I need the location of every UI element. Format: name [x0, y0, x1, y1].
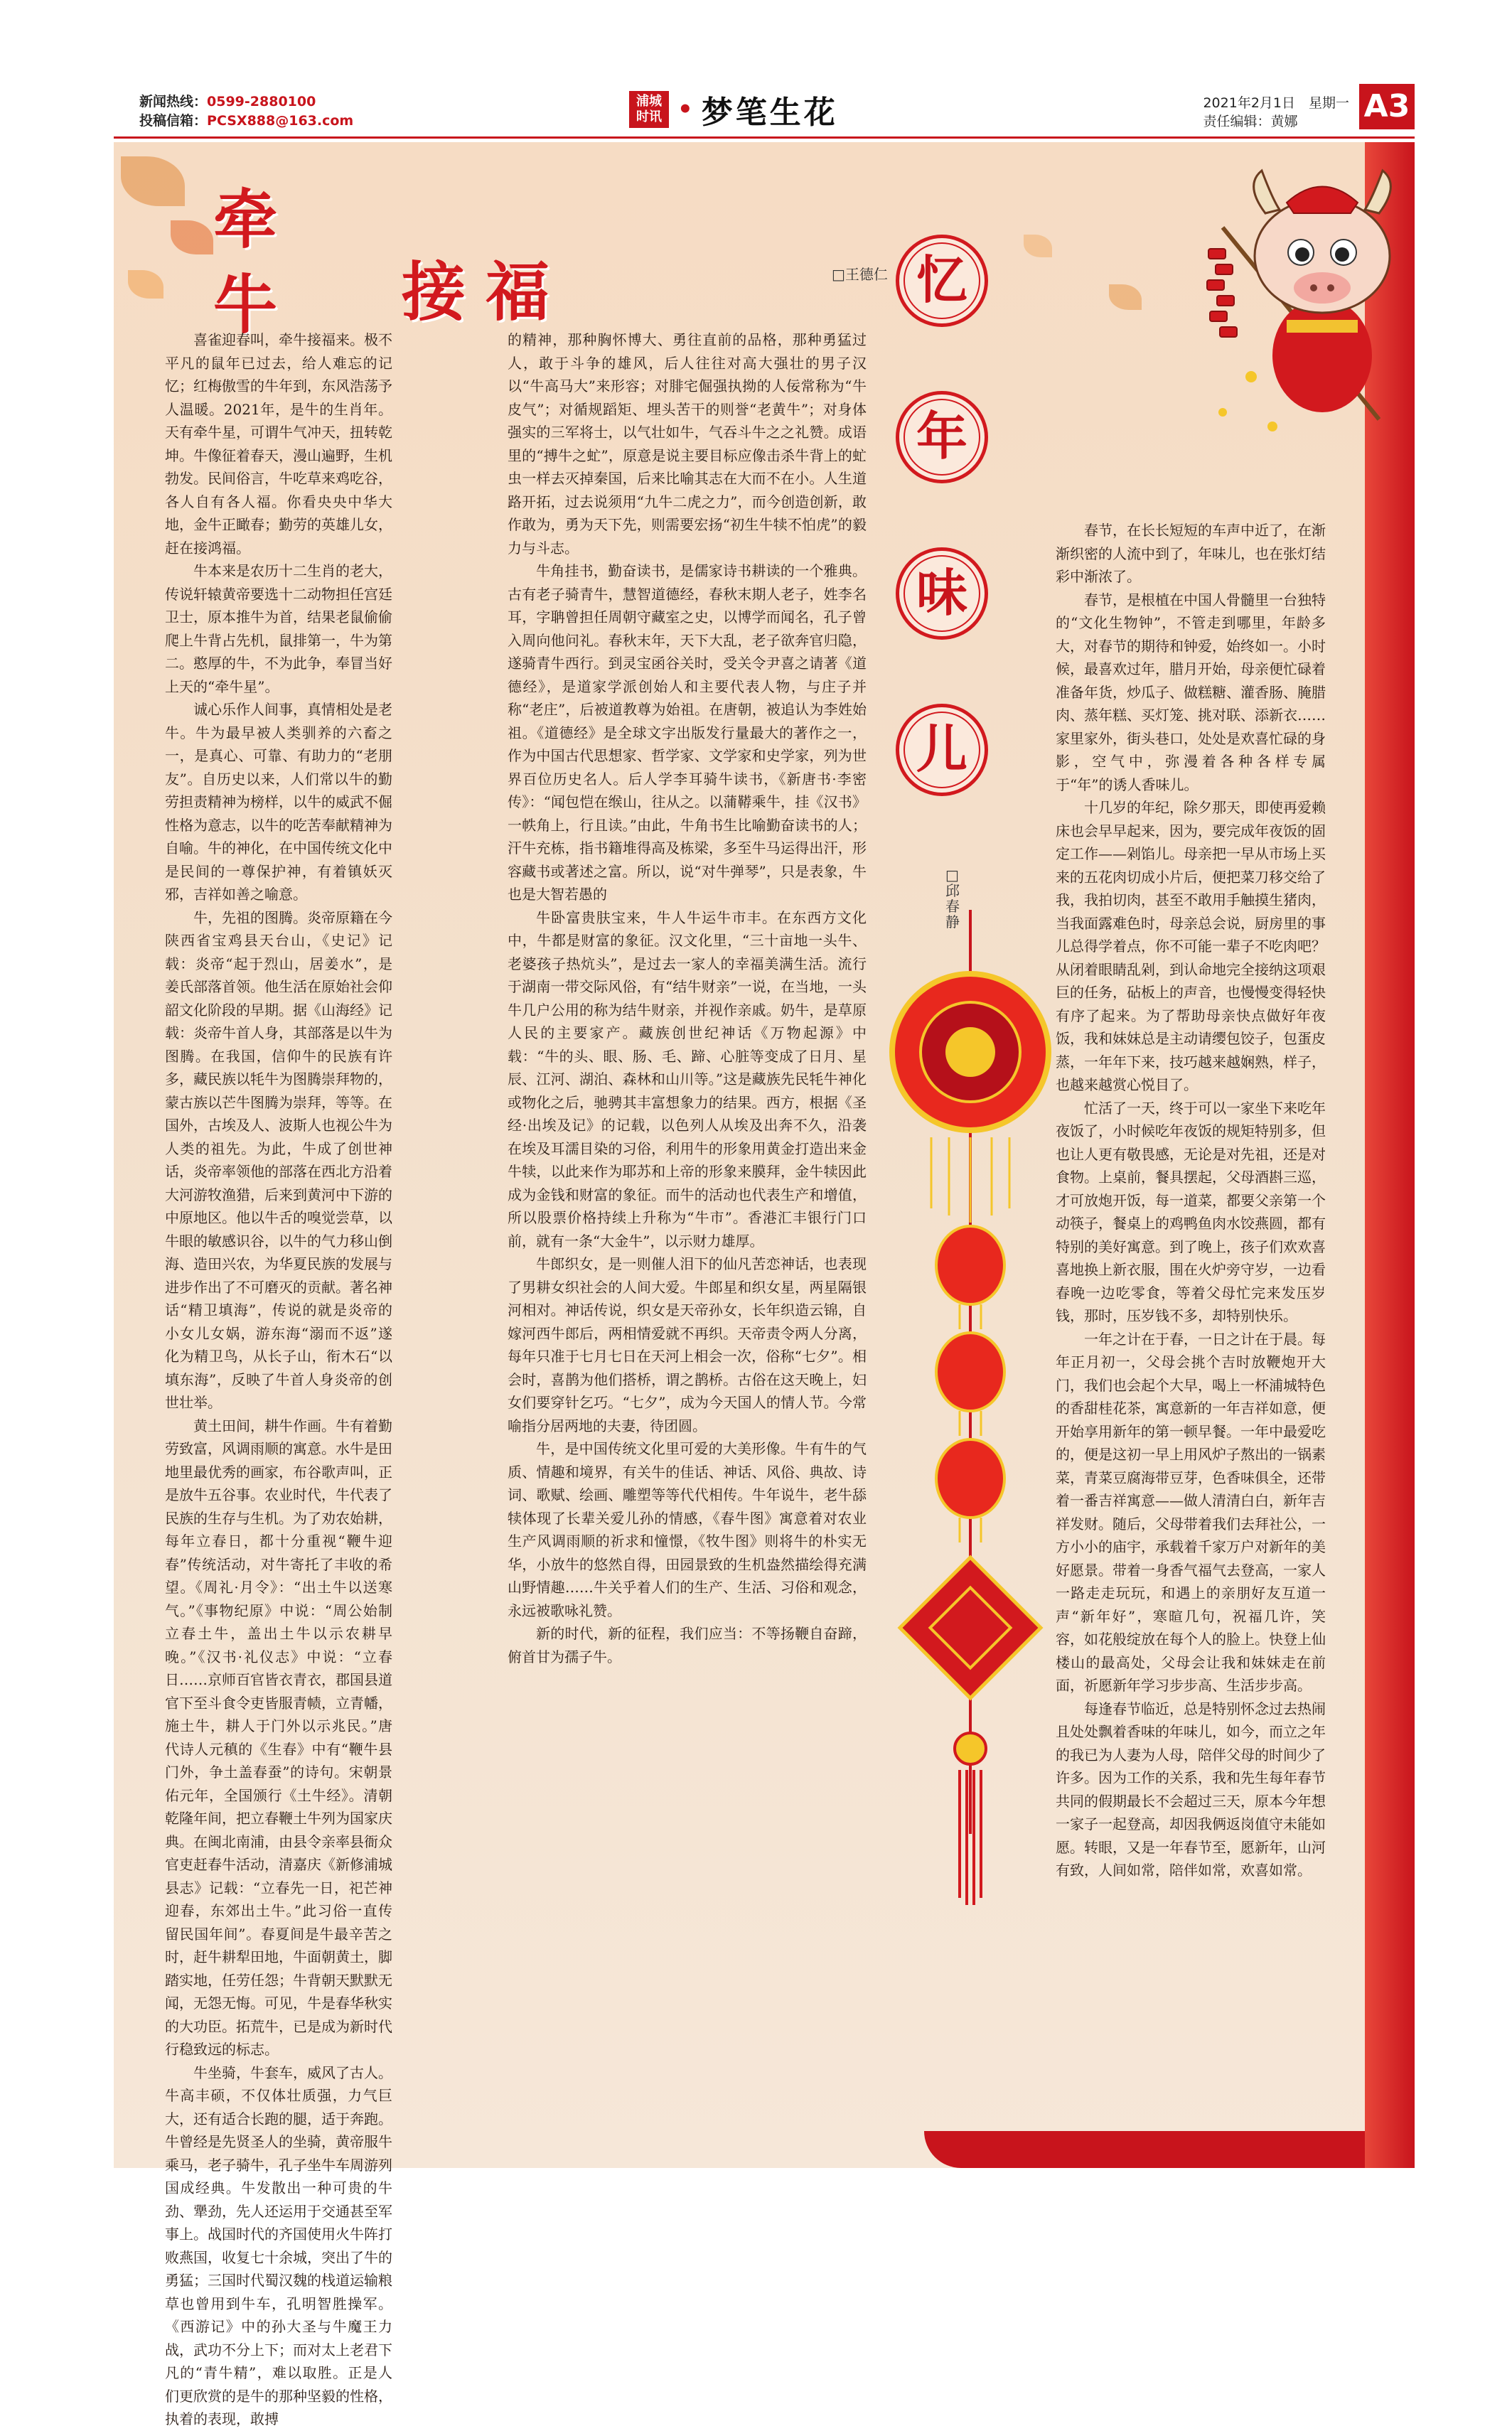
email-label: 投稿信箱：	[139, 113, 208, 129]
section-brand	[629, 87, 838, 132]
paragraph: 新的时代，新的征程，我们应当：不等扬鞭自奋蹄，俯首甘为孺子牛。	[508, 1625, 867, 1665]
title-circle-char: 忆	[896, 235, 988, 327]
article2-author: □邱春静	[945, 866, 960, 930]
page-number: A3	[1359, 84, 1415, 129]
chinese-knot-icon	[900, 1557, 1041, 1698]
editor-credit: 责任编辑：黄娜	[1203, 114, 1298, 129]
lantern-icon	[881, 910, 1059, 1955]
email-value: PCSX888@163.com	[207, 113, 354, 129]
section-title: 梦笔生花	[701, 95, 838, 131]
logo-line1: 浦城	[636, 94, 662, 109]
paragraph: 牛，是中国传统文化里可爱的大美形像。牛有牛的气质、情趣和境界，有关牛的佳话、神话、风俗、典故、诗词、歌赋、绘画、雕塑等等代代相传。牛年说牛，老牛舔犊体现了长辈关爱儿孙的情感，《春牛图》寓意着对农业生产风调雨顺的祈求和憧憬，《牧牛图》则将牛的朴实无华，小放牛的悠然自得，田园景致的生机盎然描绘得充满山野情趣……牛关乎着人们的生产、生活、习俗和观念，永远被歌咏礼赞。	[508, 1440, 867, 1619]
paragraph: 牛郎织女，是一则催人泪下的仙凡苦恋神话，也表现了男耕女织社会的人间大爱。牛郎星和织女星，两星隔银河相对。神话传说，织女是天帝孙女，长年织造云锦，自嫁河西牛郎后，两相情爱就不再织。天帝责令两人分离，每年只准于七月七日在天河上相会一次，俗称“七夕”。相会时，喜鹊为他们搭桥，谓之鹊桥。古俗在这天晚上，妇女们要穿针乞巧。“七夕”，成为今天国人的情人节。今常喻指分居两地的夫妻，待团圆。	[508, 1255, 867, 1434]
hotline-label: 新闻热线：	[139, 94, 208, 109]
title-circle-char: 年	[896, 391, 988, 483]
paragraph: 牛坐骑，牛套车，威风了古人。牛高丰硕，不仅体壮质强，力气巨大，还有适合长跑的腿，适于奔跑。牛曾经是先贤圣人的坐骑，黄帝服牛乘马，老子骑牛，孔子坐牛车周游列国成经典。牛发散出一种可贵的牛劲、犟劲，先人还运用于交通甚至军事上。战国时代的齐国使用火牛阵打败燕国，收复七十余城，突出了牛的勇猛；三国时代蜀汉魏的栈道运输粮草也曾用到牛车，孔明智胜操军。《西游记》中的孙大圣与牛魔王力战，武功不分上下；而对太上老君下凡的“青牛精”，难以取胜。正是人们更欣赏的是牛的那种坚毅的性格，执着的表现，敢搏	[165, 2064, 392, 2427]
maple-leaf-icon	[1109, 284, 1142, 310]
content-panel	[114, 142, 1415, 2427]
newspaper-logo	[629, 91, 669, 128]
paragraph: 牛，先祖的图腾。炎帝原籍在今陕西省宝鸡县天台山，《史记》记载：炎帝“起于烈山，居姜水”，是姜氏部落首领。他生活在原始社会仰韶文化阶段的早期。据《山海经》记载：炎帝牛首人身，其部落是以牛为图腾。在我国，信仰牛的民族有许多，藏民族以牦牛为图腾崇拜物的，蒙古族以芒牛图腾为崇拜，等等。在国外，古埃及人、波斯人也视公牛为人类的祖先。为此，牛成了创世神话，炎帝率领他的部落在西北方沿着大河游牧渔猎，后来到黄河中下游的中原地区。他以牛舌的嗅觉尝草，以牛眼的敏感识谷，以牛的气力移山倒海、造田兴农，为华夏民族的发展与进步作出了不可磨灭的贡献。著名神话“精卫填海”，传说的就是炎帝的小女儿女娲，游东海“溺而不返”遂化为精卫鸟，从长子山，衔木石“以填东海”，反映了牛首人身炎帝的创世壮举。	[165, 908, 392, 1411]
contact-info	[139, 92, 353, 131]
paragraph: 牛卧富贵肤宝来，牛人牛运牛市丰。在东西方文化中，牛都是财富的象征。汉文化里，“三十亩地一头牛、老婆孩子热炕头”，是过去一家人的幸福美满生活。流行于湖南一带交际风俗，有“结牛财亲”一说，在当地，一头牛几户公用的称为结牛财亲，并视作亲戚。奶牛，是草原人民的主要家产。藏族创世纪神话《万物起源》中载：“牛的头、眼、肠、毛、蹄、心脏等变成了日月、星辰、江河、湖泊、森林和山川等。”这是藏族先民牦牛神化或物化之后，驰骋其丰富想象力的结果。西方，根据《圣经·出埃及记》的记载，以色列人从埃及出奔不久，沿袭在埃及耳濡目染的习俗，利用牛的形象用黄金打造出来金牛犊，以此来作为耶苏和上帝的形象来膜拜，金牛犊因此成为金钱和财富的象征。而牛的活动也代表生产和增值，所以股票价格持续上升称为“牛市”。香港汇丰银行门口前，就有一条“大金牛”，以示财力雄厚。	[508, 908, 867, 1250]
paragraph: 忙活了一天，终于可以一家坐下来吃年夜饭了，小时候吃年夜饭的规矩特别多，但也让人更有敬畏感，无论是对先祖，还是对食物。上桌前，餐具摆起，父母酒斟三巡，才可放炮开饭，每一道菜，都要父亲第一个动筷子，餐桌上的鸡鸭鱼肉水饺燕圆，都有特别的美好寓意。到了晚上，孩子们欢欢喜喜地换上新衣服，围在火炉旁守岁，一边看春晚一边吃零食，等着父母忙完来发压岁钱，那时，压岁钱不多，却特别快乐。	[1056, 1099, 1326, 1324]
paragraph: 春节，是根植在中国人骨髓里一台独特的“文化生物钟”，不管走到哪里，年龄多大，对春节的期待和钟爱，始终如一。小时候，最喜欢过年，腊月开始，母亲便忙碌着准备年货，炒瓜子、做糕糖、灌香肠、腌腊肉、蒸年糕、买灯笼、挑对联、添新衣……家里家外，街头巷口，处处是欢喜忙碌的身影，空气中，弥漫着各种各样专属于“年”的诱人香味儿。	[1056, 591, 1326, 793]
paragraph: 春节，在长长短短的车声中近了，在渐渐织密的人流中到了，年味儿，也在张灯结彩中渐浓了。	[1056, 522, 1326, 585]
page-header	[114, 80, 1415, 136]
paragraph: 牛本来是农历十二生肖的老大，传说轩辕黄帝要选十二动物担任宫廷卫士，原本推牛为首，结果老鼠偷偷爬上牛背占先机，鼠排第一，牛为第二。憨厚的牛，不为此争，奉冒当好上天的“牵牛星”。	[165, 562, 392, 695]
maple-leaf-icon	[128, 270, 163, 299]
issue-info	[1203, 94, 1349, 131]
article1-column-2	[508, 328, 867, 2148]
bullet-dot-icon: •	[677, 95, 693, 124]
article1-title-part1: 牵牛	[213, 183, 277, 343]
article2-body	[1056, 519, 1326, 2118]
article1-column-1	[165, 328, 392, 2427]
header-rule	[114, 136, 1415, 139]
maple-leaf-icon	[121, 156, 185, 206]
hotline-value: 0599-2880100	[207, 94, 316, 109]
paragraph: 一年之计在于春，一日之计在于晨。每年正月初一，父母会挑个吉时放鞭炮开大门，我们也会起个大早，喝上一杯浦城特色的香甜桂花茶，寓意新的一年吉祥如意，便开始享用新年的第一顿早餐。一年中最爱吃的，便是这初一早上用风炉子熬出的一锅素菜，青菜豆腐海带豆芽，色香味俱全，还带着一番吉祥寓意——做人清清白白，新年吉祥发财。随后，父母带着我们去拜社公，一方小小的庙宇，承载着千家万户对新年的美好愿景。带着一身香气福气去登高，一家人一路走走玩玩，和遇上的亲朋好友互道一声“新年好”，寒暄几句，祝福几许，笑容，如花般绽放在每个人的脸上。快登上仙楼山的最高处，父母会让我和妹妹走在前面，祈愿新年学习步步高、生活步步高。	[1056, 1330, 1326, 1694]
article1-title-part2: 接福	[402, 255, 569, 330]
paragraph: 黄土田间，耕牛作画。牛有着勤劳致富，风调雨顺的寓意。水牛是田地里最优秀的画家，布谷歌声叫，正是放牛五谷事。农业时代，牛代表了民族的生存与生机。为了劝农始耕，每年立春日，都十分重视“鞭牛迎春”传统活动，对牛寄托了丰收的希望。《周礼·月令》：“出土牛以送寒气。”《事物纪原》中说：“周公始制立春土牛，盖出土牛以示农耕早晚。”《汉书·礼仪志》中说：“立春日……京师百官皆衣青衣，郡国县道官下至斗食令吏皆服青帻，立青幡，施土牛，耕人于门外以示兆民。”唐代诗人元稹的《生春》中有“鞭牛县门外，争土盖春蚕”的诗句。宋朝景佑元年，全国颁行《土牛经》。清朝乾隆年间，把立春鞭土牛列为国家庆典。在闽北南浦，由县令亲率县衙众官吏赶春牛活动，清嘉庆《新修浦城县志》记载：“立春先一日，祀芒神迎春，东郊出土牛。”此习俗一直传留民国年间”。春夏间是牛最辛苦之时，赶牛耕犁田地，牛面朝黄土，脚踏实地，任劳任怨；牛背朝天默默无闻，无怨无悔。可见，牛是春华秋实的大功臣。拓荒牛，已是成为新时代行稳致远的标志。	[165, 1417, 392, 2058]
maple-leaf-icon	[1024, 235, 1052, 257]
paragraph: 十几岁的年纪，除夕那天，即使再爱赖床也会早早起来，因为，要完成年夜饭的固定工作——剁馅儿。母亲把一早从市场上买来的五花肉切成小片后，便把菜刀移交给了我，我拍切肉，甚至不敢用手触摸生猪肉，当我面露难色时，母亲总会说，厨房里的事儿总得学着点，你不可能一辈子不吃肉吧？从闭着眼睛乱剁，到认命地完全接纳这项艰巨的任务，砧板上的声音，也慢慢变得轻快有序了起来。为了帮助母亲快点做好年夜饭，我和妹妹总是主动请缨包饺子，包蛋皮蒸，一年年下来，技巧越来越娴熟，样子，也越来越赏心悦目了。	[1056, 799, 1326, 1093]
red-ribbon-bottom	[924, 2131, 1365, 2168]
maple-leaf-icon	[171, 220, 213, 254]
title-circle-char: 儿	[896, 704, 988, 796]
paragraph: 牛角挂书，勤奋读书，是儒家诗书耕读的一个雅典。古有老子骑青牛，慧智道德经，春秋末期人老子，姓李名耳，字聃曾担任周朝守藏室之史，以博学而闻名，孔子曾入周向他问礼。春秋末年，天下大乱，老子欲奔官归隐，遂骑青牛西行。到灵宝函谷关时，受关令尹喜之请著《道德经》，是道家学派创始人和主要代表人物，与庄子并称“老庄”，后被道教尊为始祖。在唐朝，被追认为李姓始祖。《道德经》是全球文字出版发行量最大的著作之一，作为中国古代思想家、哲学家、文学家和史学家，列为世界百位历史名人。后人学李耳骑牛读书，《新唐书·李密传》：“闻包恺在缑山，往从之。以蒲鞯乘牛，挂《汉书》一帙角上，行且读。”由此，牛角书生比喻勤奋读书的人；汗牛充栋，指书籍堆得高及栋梁，多至牛马运得出汗，形容藏书或著述之富。所以，说“对牛弹琴”，只是表象，牛也是大智若愚的	[508, 562, 867, 903]
paragraph: 喜雀迎春叫，牵牛接福来。极不平凡的鼠年已过去，给人难忘的记忆；红梅傲雪的牛年到，东风浩荡予人温暖。2021年，是牛的生肖年。天有牵牛星，可谓牛气冲天，扭转乾坤。牛像征着春天，漫山遍野，生机勃发。民间俗言，牛吃草来鸡吃谷，各人自有各人福。你看央央中华大地，金牛正瞰春；勤劳的英雄儿女，赶在接鸿福。	[165, 331, 392, 557]
issue-date: 2021年2月1日 星期一	[1203, 95, 1349, 111]
ox-mascot-icon	[1194, 142, 1408, 448]
paragraph: 每逢春节临近，总是特别怀念过去热闹且处处飘着香味的年味儿，如今，而立之年的我已为人妻为人母，陪伴父母的时间少了许多。因为工作的关系，我和先生每年春节共同的假期最长不会超过三天，原本今年想一家子一起登高，却因我俩返岗值守未能如愿。转眼，又是一年春节至，愿新年，山河有致，人间如常，陪伴如常，欢喜如常。	[1056, 1700, 1326, 1879]
logo-line2: 时讯	[636, 109, 662, 124]
title-circle-char: 味	[896, 547, 988, 640]
article1-author: □王德仁	[832, 266, 888, 283]
paragraph: 的精神，那种胸怀博大、勇往直前的品格，那种勇猛过人，敢于斗争的雄风，后人往往对高大强壮的男子汉以“牛高马大”来形容；对腓宅倔强执拗的人佞常称为“牛皮气”；对循规蹈矩、埋头苦干的则誉“老黄牛”；对身体强实的三军将士，以气壮如牛，气吞斗牛之之礼赞。成语里的“搏牛之虻”，原意是说主要目标应像击杀牛背上的虻虫一样去灭掉秦国，后来比喻其志在大而不在小。人生道路开拓，过去说须用“九牛二虎之力”，而今创造创新，敢作敢为，勇为天下先，则需要宏扬“初生牛犊不怕虎”的毅力与斗志。	[508, 331, 867, 557]
paragraph: 诚心乐作人间事，真情相处是老牛。牛为最早被人类驯养的六畜之一，是真心、可靠、有助力的“老朋友”。自历史以来，人们常以牛的勤劳担责精神为榜样，以牛的威武不倔性格为意志，以牛的吃苦奉献精神为自喻。牛的神化，在中国传统文化中是民间的一尊保护神，有着镇妖灭邪，吉祥如善之喻意。	[165, 701, 392, 903]
